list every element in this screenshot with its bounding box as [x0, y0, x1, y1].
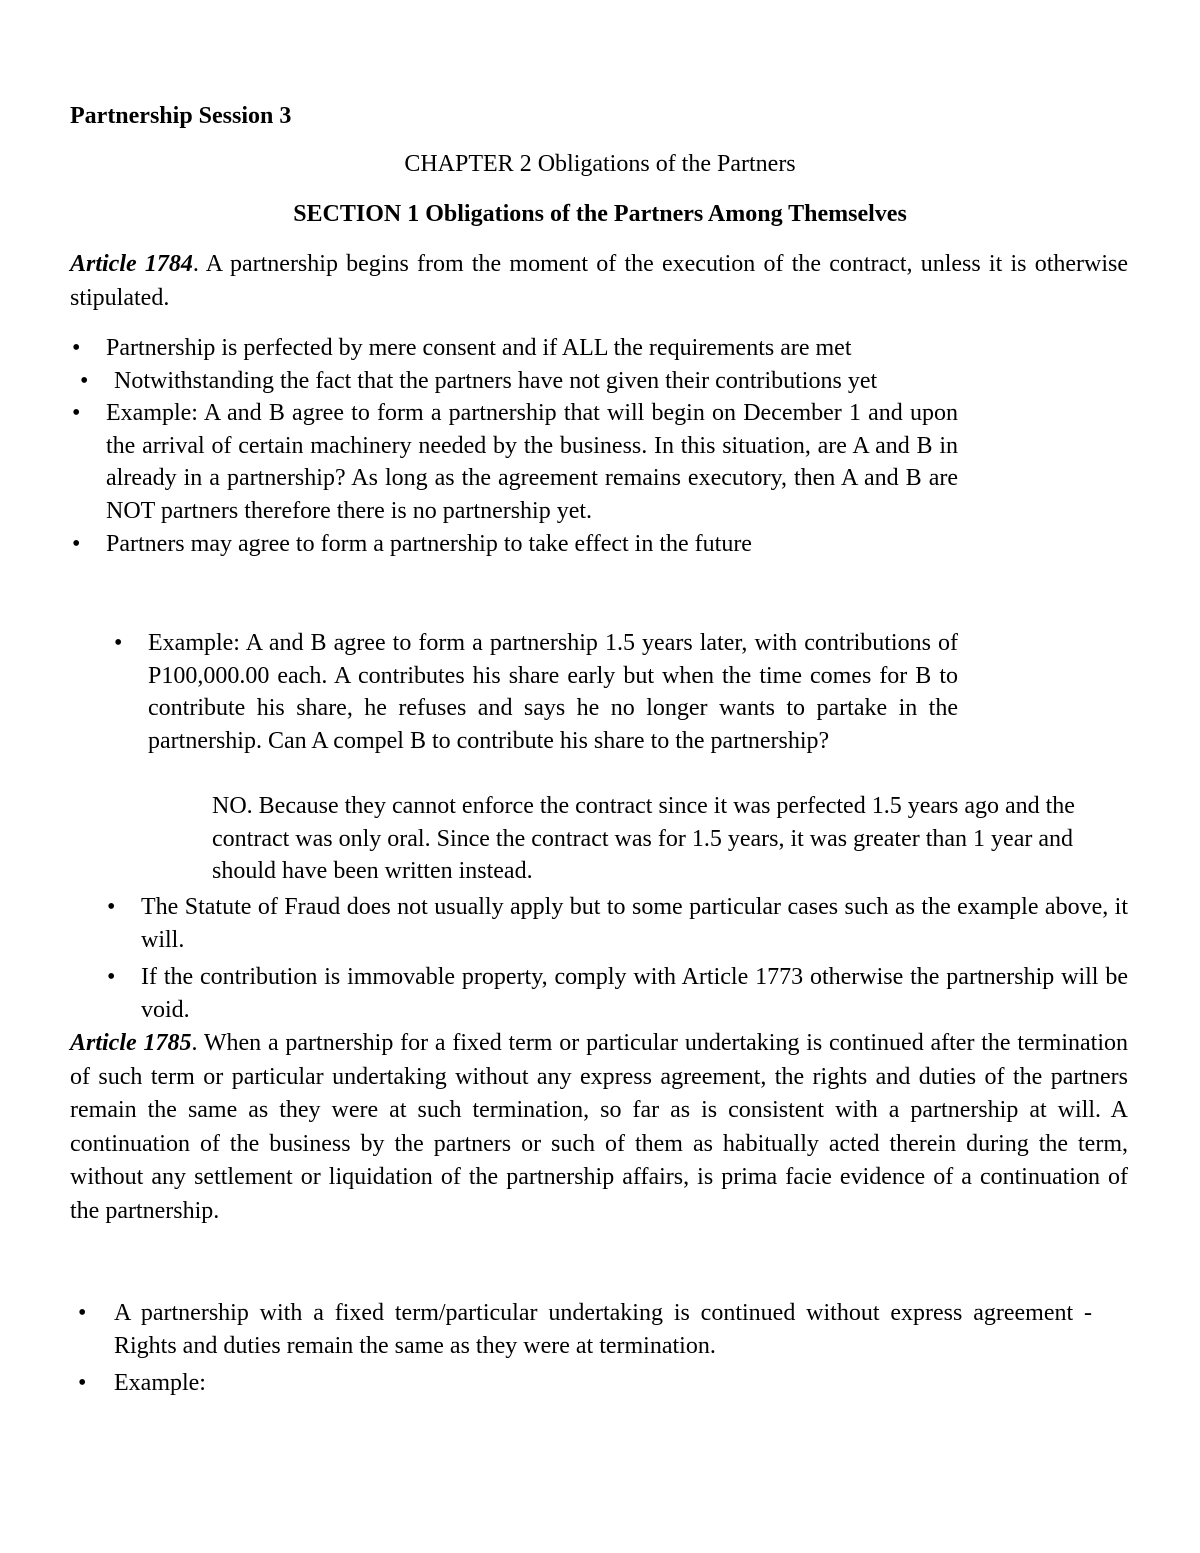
list-item: • Example: A and B agree to form a partnership 1.5 years later, with contributions of P100,000.00 each. A contributes his share early but when the time comes for B to contribute his share, he refuses and says he no longer wants to partake in the partnership. Can A compel B to contribute his share to the partnership? [148, 627, 958, 757]
list-item: • Partners may agree to form a partnership to take effect in the future [106, 528, 958, 561]
section-heading: SECTION 1 Obligations of the Partners Among Themselves [293, 201, 907, 227]
list-item: • If the contribution is immovable property, comply with Article 1773 otherwise the partnership will be void. [141, 961, 1128, 1027]
document-title: Partnership Session 3 [70, 103, 292, 129]
list-item: • Partnership is perfected by mere consent and if ALL the requirements are met [106, 332, 958, 365]
article-1784-bullet-list [106, 332, 958, 560]
chapter-heading: CHAPTER 2 Obligations of the Partners [404, 151, 796, 177]
list-item: • Example: A and B agree to form a partnership that will begin on December 1 and upon the arrival of certain machinery needed by the business. In this situation, are A and B in already in a partnership? As long as the agreement remains executory, then A and B are NOT partners therefore there is no partnership yet. [106, 397, 958, 527]
article-1784-paragraph [70, 248, 1128, 315]
article-1785-bullet-list [114, 1297, 1128, 1404]
article-1785-text: . When a partnership for a fixed term or particular undertaking is continued after the termination of such term or particular undertaking without any express agreement, the rights and duties of the partners remain the same as they were at such termination, so far as is consistent with a partnership at will. A continuation of the business by the partners or such of them as habitually acted therein during the term, without any settlement or liquidation of the partnership affairs, is prima facie evidence of a continuation of the partnership. [70, 1030, 1129, 1224]
list-item: • Notwithstanding the fact that the partners have not given their contributions yet [106, 365, 958, 398]
statute-of-fraud-sublist [141, 891, 1128, 1031]
list-item-part: A partnership with a fixed term/particular undertaking is continued without express agreement - [114, 1300, 1092, 1326]
article-1785-label: Article 1785 [70, 1030, 192, 1056]
article-1785-paragraph [70, 1027, 1128, 1228]
list-item-part: Rights and duties remain the same as they were at termination. [114, 1333, 716, 1359]
article-1784-text: . A partnership begins from the moment of the execution of the contract, unless it is otherwise stipulated. [70, 251, 1129, 311]
article-1784-label: Article 1784 [70, 251, 193, 277]
list-item [114, 1297, 1128, 1363]
future-partnership-sublist [148, 627, 958, 757]
list-item: • The Statute of Fraud does not usually apply but to some particular cases such as the example above, it will. [141, 891, 1128, 957]
example-answer: NO. Because they cannot enforce the contract since it was perfected 1.5 years ago and the contract was only oral. Since the contract was for 1.5 years, it was greater than 1 year and should have been written instead. [212, 793, 1075, 884]
list-item: • Example: [114, 1367, 1128, 1400]
